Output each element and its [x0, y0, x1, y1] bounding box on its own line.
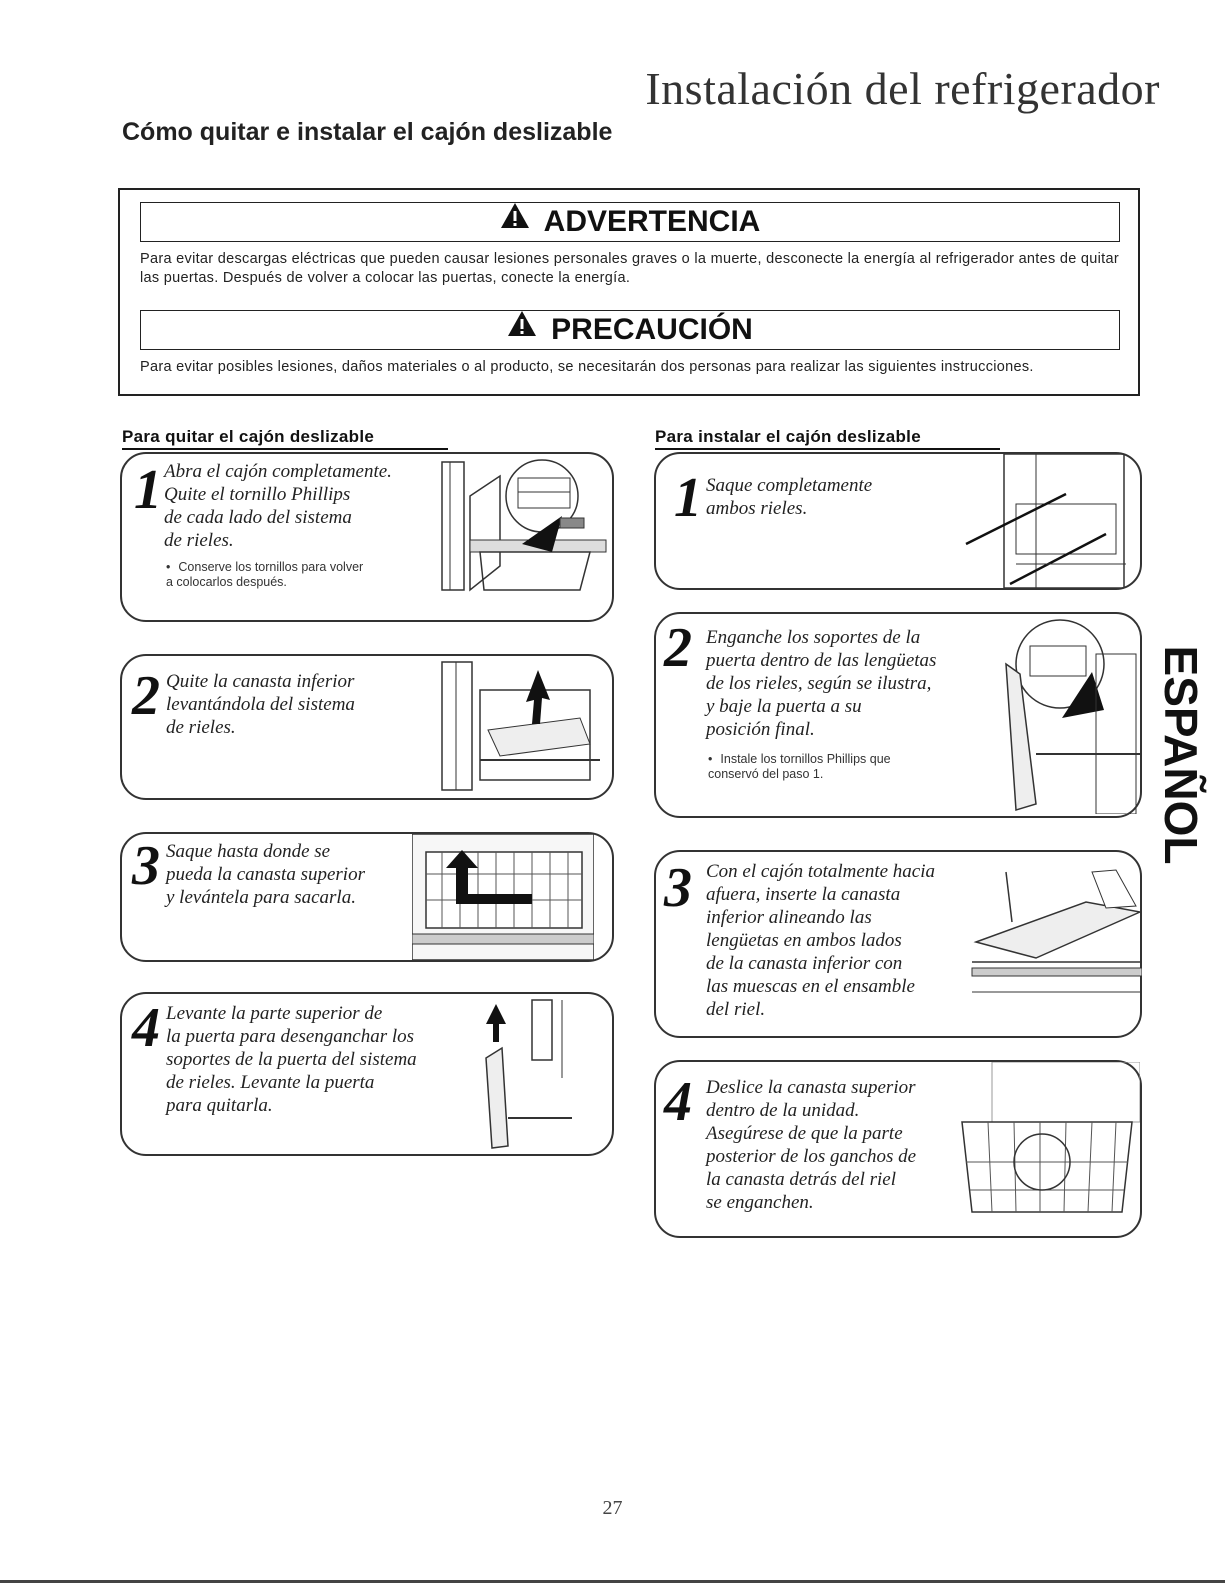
- section-subtitle: Cómo quitar e instalar el cajón deslizable: [122, 118, 613, 146]
- remove-heading: Para quitar el cajón deslizable: [122, 427, 374, 447]
- remove-step-3-card: [120, 832, 614, 962]
- step-number: 2: [132, 665, 160, 727]
- step-number: 3: [664, 857, 692, 919]
- install-step-2-card: [654, 612, 1142, 818]
- step-text: Deslice la canasta superior dentro de la unidad. Asegúrese de que la parte posterior de los ganchos de la canasta detrás del riel se enganchen.: [706, 1077, 917, 1213]
- remove-step-4-card: [120, 992, 614, 1156]
- step-number: 4: [132, 997, 160, 1059]
- upper-basket-insert-illustration: [952, 1062, 1140, 1236]
- step-number: 1: [134, 459, 162, 521]
- side-tab-label: ESPAÑOL: [1154, 645, 1207, 865]
- rails-out-illustration: [956, 454, 1136, 588]
- step-number: 4: [664, 1071, 692, 1133]
- warning-triangle-icon: [500, 201, 530, 239]
- page-number: 27: [602, 1497, 623, 1519]
- upper-basket-illustration: [412, 834, 594, 960]
- step-text: Levante la parte superior de la puerta para desenganchar los soportes de la puerta del sistema de rieles. Levante la puerta para quitarla.: [166, 1003, 417, 1116]
- step-text: Saque completamente ambos rieles.: [706, 475, 873, 519]
- step-text: Quite la canasta inferior levantándola del sistema de rieles.: [166, 671, 355, 738]
- step-text: Abra el cajón completamente. Quite el tornillo Phillips de cada lado del sistema de rieles.: [164, 461, 392, 551]
- install-step-4-card: [654, 1060, 1142, 1238]
- install-step-1-card: [654, 452, 1142, 590]
- caution-triangle-icon: [507, 309, 537, 347]
- step-text: Con el cajón totalmente hacia afuera, inserte la canasta inferior alineando las lengüetas en ambos lados de la canasta inferior con las muescas en el ensamble del riel.: [706, 861, 936, 1020]
- safety-box: [118, 188, 1140, 396]
- language-side-tab: [1147, 640, 1207, 870]
- step-number: 2: [664, 617, 692, 679]
- step-note: • Instale los tornillos Phillips que conservó del paso 1.: [708, 752, 891, 781]
- caution-heading: PRECAUCIÓN: [551, 313, 753, 346]
- drawer-screw-illustration: [440, 456, 608, 596]
- caution-text: Para evitar posibles lesiones, daños materiales o al producto, se necesitarán dos personas para realizar las siguientes instrucciones.: [140, 359, 1034, 375]
- lower-basket-insert-illustration: [966, 862, 1142, 1002]
- step-text: Enganche los soportes de la puerta dentro de las lengüetas de los rieles, según se ilustra, y baje la puerta a su posición final.: [706, 627, 937, 740]
- remove-step-1-card: [120, 452, 614, 622]
- warning-heading: ADVERTENCIA: [543, 205, 761, 238]
- step-text: Saque hasta donde se pueda la canasta superior y levántela para sacarla.: [166, 841, 365, 908]
- remove-step-2-card: [120, 654, 614, 800]
- warning-text: Para evitar descargas eléctricas que pueden causar lesiones personales graves o la muerte, desconecte la energía al refrigerador antes de quitar las puertas. Después de volver a colocar las puertas, conecte la energía.: [140, 251, 1119, 286]
- warning-banner: [140, 202, 1120, 242]
- bottom-rule: [0, 1580, 1225, 1583]
- door-lift-illustration: [472, 998, 582, 1150]
- step-number: 1: [674, 467, 702, 529]
- install-heading: Para instalar el cajón deslizable: [655, 427, 921, 447]
- step-note: • Conserve los tornillos para volver a colocarlos después.: [166, 560, 364, 589]
- install-step-3-card: [654, 850, 1142, 1038]
- step-number: 3: [132, 835, 160, 897]
- lower-basket-illustration: [440, 660, 608, 794]
- page-title: Instalación del refrigerador: [645, 63, 1160, 114]
- caution-banner: [140, 310, 1120, 350]
- door-bracket-illustration: [976, 614, 1142, 814]
